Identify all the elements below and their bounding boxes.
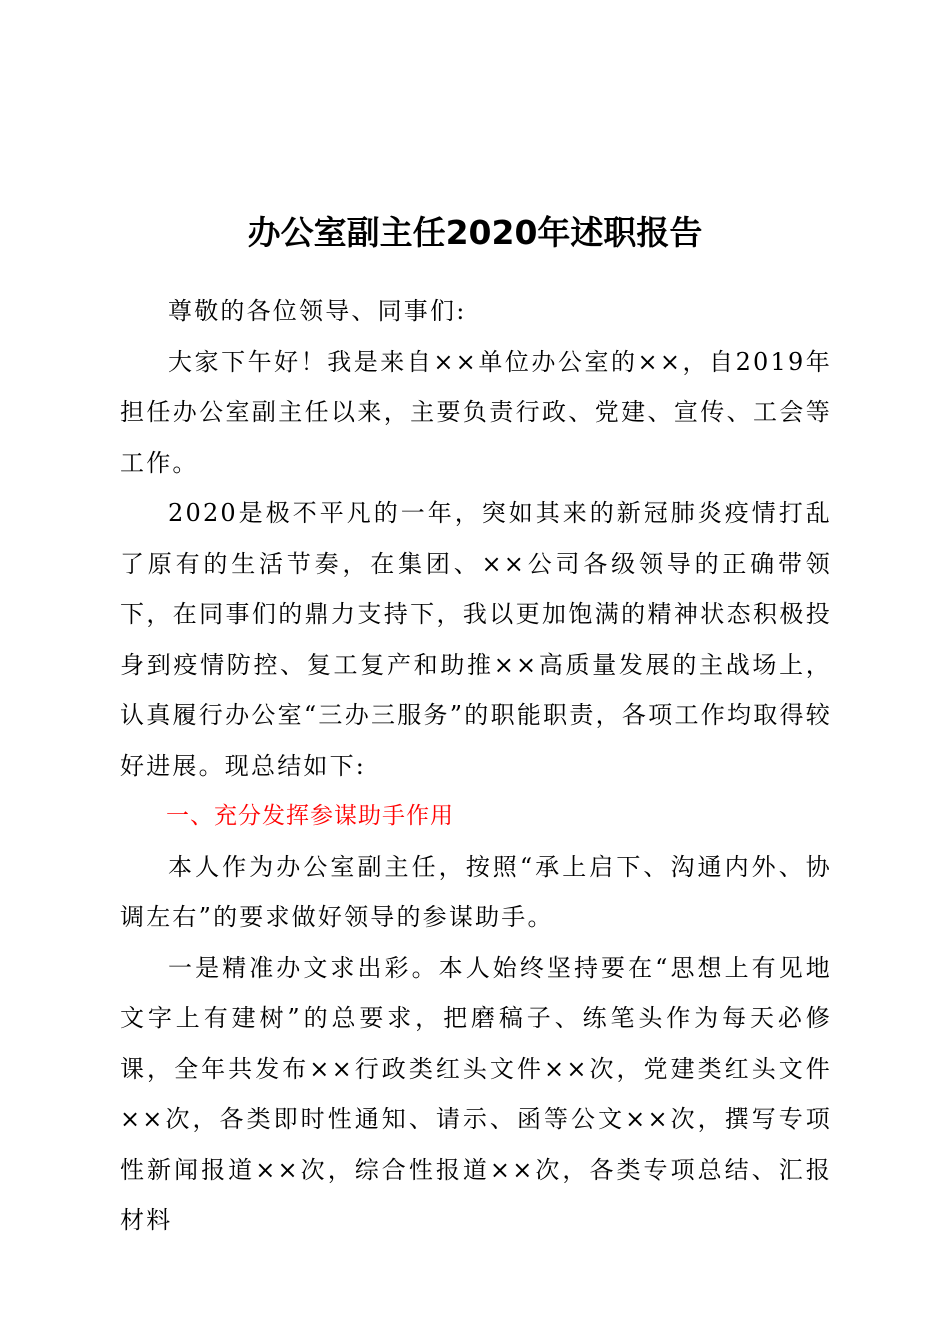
salutation: 尊敬的各位领导、同事们: (168, 297, 467, 325)
document-body (120, 286, 832, 1246)
paragraph-overview: 2020是极不平凡的一年，突如其来的新冠肺炎疫情打乱了原有的生活节奏，在集团、××公司各级领导的正确带领下，在同事们的鼎力支持下，我以更加饱满的精神状态积极投身到疫情防控、复工复产和助推××高质量发展的主战场上，认真履行办公室“三办三服务”的职能职责，各项工作均取得较好进展。现总结如下: (120, 499, 832, 780)
paragraph-intro: 大家下午好！我是来自××单位办公室的××，自2019年担任办公室副主任以来，主要负责行政、党建、宣传、工会等工作。 (120, 347, 832, 477)
paragraph-role: 本人作为办公室副主任，按照“承上启下、沟通内外、协调左右”的要求做好领导的参谋助手。 (120, 852, 832, 931)
section-heading: 一、充分发挥参谋助手作用 (166, 803, 454, 829)
document-title: 办公室副主任2020年述职报告 (247, 213, 703, 252)
paragraph-writing: 一是精准办文求出彩。本人始终坚持要在“思想上有见地文字上有建树”的总要求，把磨稿子、练笔头作为每天必修课，全年共发布××行政类红头文件××次，党建类红头文件××次，各类即时性通知、请示、函等公文××次，撰写专项性新闻报道××次，综合性报道××次，各类专项总结、汇报材料 (120, 953, 832, 1234)
